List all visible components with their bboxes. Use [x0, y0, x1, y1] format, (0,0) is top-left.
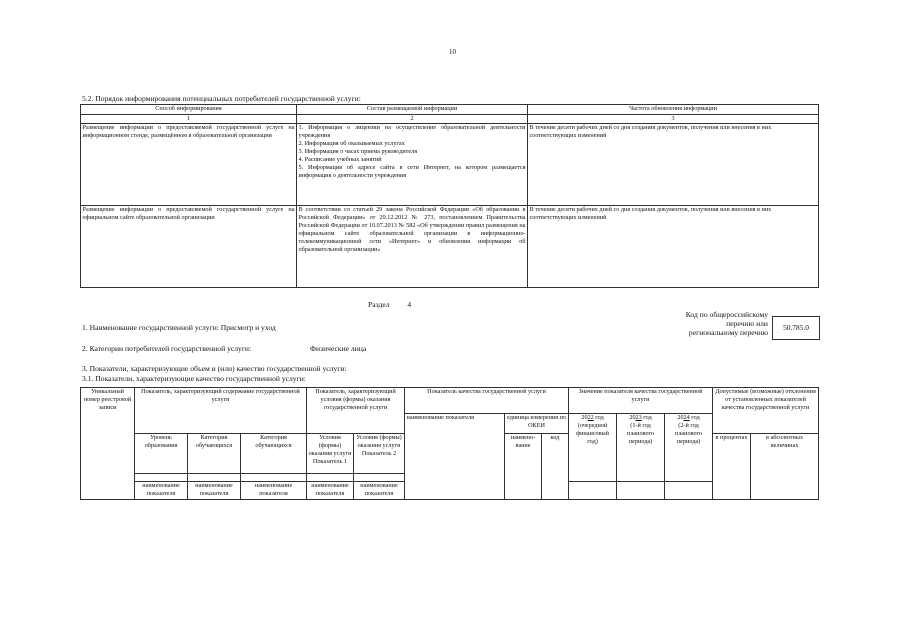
service-name: 1. Наименование государственной услуги: Присмотр и уход — [82, 323, 276, 332]
row-content: 1. Информация о лицензии на осуществление образовательной деятельности учреждения 2. Информация об оказываемых услугах 3. Информация о часах приема руководителя 4. Расписание учебных занятий 5. Информация об адресе сайта в сети Интернет, на котором размещается информация о деятельности учреждения — [297, 124, 528, 206]
quality-table — [80, 387, 819, 500]
sub-condition-2: Условия (формы) оказания услуги Показатель 2 — [354, 434, 405, 474]
indicator-name-label: наименование показателя — [354, 482, 405, 500]
header-quality-indicator: Показатель качества государственной услуги — [405, 388, 569, 414]
kod-value: 50.785.0 — [772, 316, 820, 340]
indicator-name-label: наименование показателя — [188, 482, 241, 500]
indicator-name-label: наименование показателя — [135, 482, 188, 500]
header-unit-code: код — [542, 434, 569, 500]
quality-indicators-title: 3.1. Показатели, характеризующие качество государственной услуги: — [82, 374, 306, 383]
kod-label: Код по общероссийскому перечню или региональному перечню — [685, 310, 768, 337]
header-method: Способ информирования — [81, 105, 297, 115]
header-quality-values: Значение показателя качества государственной услуги — [569, 388, 713, 414]
column-number: 2 — [297, 115, 528, 124]
header-year-1: 2022 год (очередной финансовый год) — [569, 414, 617, 482]
header-year-3: 2024 год (2-й год планового периода) — [665, 414, 713, 482]
sub-student-category: Категория обучающихся — [241, 434, 307, 474]
sub-education-level: Уровень образования — [135, 434, 188, 474]
header-percent: в процентах — [713, 434, 751, 500]
header-year-2: 2023 год (1-й год планового периода) — [617, 414, 665, 482]
indicator-name-label: наименование показателя — [307, 482, 354, 500]
informing-table — [80, 104, 819, 288]
header-allowed-deviation: Допустимые (возможные) отклонения от установленных показателей качества государственной услуги — [713, 388, 819, 434]
header-service-content: Показатель, характеризующий содержание государственной услуги — [135, 388, 307, 434]
header-unit: единица измерения по ОКЕИ — [505, 414, 569, 434]
header-content: Состав размещаемой информации — [297, 105, 528, 115]
column-number: 1 — [81, 115, 297, 124]
indicators-title: 3. Показатели, характеризующие объем и (или) качество государственной услуги: — [82, 364, 347, 373]
header-indicator-name: наименование показателя — [405, 414, 505, 500]
row-method: Размещение информации о предоставляемой государственной услуге на информационном стенде, размещённом в образовательной организации — [81, 124, 297, 206]
column-number: 3 — [528, 115, 819, 124]
consumer-category-value: Физические лица — [310, 344, 367, 353]
header-absolute: в абсолютных величинах — [751, 434, 819, 500]
header-service-conditions: Показатель, характеризующий условия (формы) оказания государственной услуги — [307, 388, 405, 434]
row-frequency: В течение десяти рабочих дней со дня создания документов, получения или внесения в них соответствующих изменений — [528, 124, 819, 206]
sub-student-category: Категория обучающихся — [188, 434, 241, 474]
section-label: Раздел — [368, 300, 390, 309]
section-5-2-title: 5.2. Порядок информирования потенциальных потребителей государственной услуги: — [82, 94, 361, 103]
row-method: Размещение информации о предоставляемой государственной услуге на официальном сайте образовательной организации — [81, 206, 297, 288]
section-number: 4 — [407, 300, 412, 309]
indicator-name-label: наименование показателя — [241, 482, 307, 500]
page-number: 10 — [449, 48, 456, 56]
row-frequency: В течение десяти рабочих дней со дня создания документов, получения или внесения в них соответствующих изменений — [528, 206, 819, 288]
consumer-category-label: 2. Категории потребителей государственной услуги: — [82, 344, 252, 353]
row-content: В соответствии со статьей 29 закона Российской Федерации «Об образовании в Российской Федерации» от 29.12.2012 № 273, постановлением Правительства Российской Федерации от 10.07.2013 № 582 «Об утверждении правил размещения на официальном сайте образовательной организации в информационно-телекоммуникационной сети «Интернет» и обновления информации об образовательной организации» — [297, 206, 528, 288]
header-unit-name: наимено-вание — [505, 434, 542, 500]
header-registry: Уникальный номер реестровой записи — [81, 388, 135, 500]
section-heading — [368, 300, 411, 309]
header-frequency: Частота обновления информации — [528, 105, 819, 115]
sub-condition-1: Условия (формы) оказания услуги Показатель 1 — [307, 434, 354, 474]
